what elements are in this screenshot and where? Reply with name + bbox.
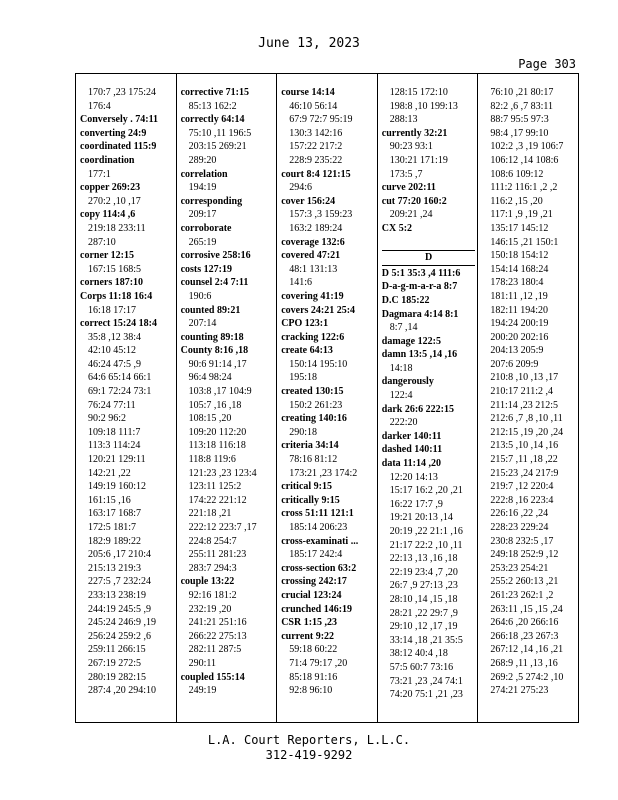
index-term-line: coverage 132:6 — [281, 236, 345, 248]
index-term-line: dashed 140:11 — [381, 444, 443, 456]
index-ref-line: 76:10 ,21 80:17 — [490, 87, 554, 98]
index-ref-line: 8:7 ,14 — [389, 322, 418, 334]
index-ref-line: 109:18 111:7 — [88, 426, 141, 438]
index-ref-line: 266:18 ,23 267:3 — [490, 630, 559, 642]
index-term-line: coordination — [80, 154, 135, 166]
index-ref-line: 19:21 20:13 ,14 — [389, 512, 453, 524]
index-term-line: critically 9:15 — [281, 494, 340, 506]
index-term-line: converting 24:9 — [80, 127, 147, 139]
index-ref-line: 263:11 ,15 ,15 ,24 — [490, 603, 563, 615]
index-ref-line: 113:18 116:18 — [188, 440, 246, 452]
index-term-line: Dagmara 4:14 8:1 — [381, 308, 459, 320]
index-ref-line: 69:1 72:24 73:1 — [88, 386, 152, 398]
index-ref-line: 211:14 ,23 212:5 — [490, 399, 559, 411]
index-ref-line: 283:7 294:3 — [188, 562, 237, 574]
footer — [0, 733, 618, 763]
index-ref-line: 244:19 245:5 ,9 — [88, 603, 152, 615]
index-term-line: covering 41:19 — [281, 290, 344, 302]
index-ref-line: 233:13 238:19 — [88, 589, 147, 601]
index-ref-line: 48:1 131:13 — [289, 263, 338, 275]
index-term-line: current 9:22 — [281, 630, 335, 642]
index-ref-line: 75:10 ,11 196:5 — [188, 127, 252, 139]
index-term-line: court 8:4 121:15 — [281, 168, 351, 180]
index-ref-line: 135:17 145:12 — [490, 222, 549, 234]
index-ref-line: 245:24 246:9 ,19 — [88, 617, 157, 629]
index-term-line: crunched 146:19 — [281, 603, 353, 615]
index-ref-line: 253:23 254:21 — [490, 562, 549, 574]
index-letter-header: D — [382, 250, 476, 266]
index-ref-line: 194:24 200:19 — [490, 318, 549, 330]
index-ref-line: 230:8 232:5 ,17 — [490, 535, 554, 547]
index-term-line: counting 89:18 — [180, 331, 244, 343]
index-ref-line: 185:17 242:4 — [289, 549, 343, 561]
index-ref-line: 182:9 189:22 — [88, 535, 142, 547]
index-term-line: dangerously — [381, 376, 434, 388]
index-ref-line: 261:23 262:1 ,2 — [490, 589, 554, 601]
index-ref-line: 282:11 287:5 — [188, 644, 242, 656]
index-ref-line: 222:20 — [389, 417, 418, 429]
index-ref-line: 294:6 — [289, 182, 312, 194]
index-term-line: creating 140:16 — [281, 413, 347, 425]
index-ref-line: 280:19 282:15 — [88, 671, 147, 683]
index-column-2 — [176, 74, 277, 722]
index-term-line: counsel 2:4 7:11 — [180, 277, 249, 289]
index-term-line: County 8:16 ,18 — [180, 345, 249, 357]
index-term-line: covers 24:21 25:4 — [281, 304, 356, 316]
index-term-line: correlation — [180, 168, 228, 180]
index-term-line: cracking 122:6 — [281, 331, 345, 343]
index-ref-line: 116:2 ,15 ,20 — [490, 195, 543, 207]
index-ref-line: 241:21 251:16 — [188, 617, 247, 629]
index-ref-line: 290:11 — [188, 657, 217, 669]
index-ref-line: 228:9 235:22 — [289, 154, 343, 166]
index-ref-line: 130:3 142:16 — [289, 127, 343, 139]
index-ref-line: 82:2 ,6 ,7 83:11 — [490, 100, 554, 112]
index-ref-line: 255:11 281:23 — [188, 549, 247, 561]
index-term-line: corner 12:15 — [80, 250, 134, 262]
index-ref-line: 92:8 96:10 — [289, 685, 333, 697]
index-ref-line: 149:19 160:12 — [88, 481, 147, 493]
index-ref-line: 42:10 45:12 — [88, 345, 137, 357]
index-ref-line: 219:18 233:11 — [88, 222, 146, 234]
index-ref-line: 190:6 — [188, 290, 212, 302]
index-column-5 — [477, 74, 578, 722]
index-column-1 — [76, 74, 176, 722]
index-term-line: Corps 11:18 16:4 — [80, 290, 153, 302]
index-ref-line: 174:22 221:12 — [188, 494, 247, 506]
index-term-line: correct 15:24 18:4 — [80, 318, 158, 330]
index-ref-line: 198:8 ,10 199:13 — [389, 100, 458, 112]
index-ref-line: 289:20 — [188, 154, 217, 166]
index-ref-line: 173:21 ,23 174:2 — [289, 467, 358, 479]
index-ref-line: 204:13 205:9 — [490, 345, 544, 357]
index-term-line: copy 114:4 ,6 — [80, 209, 136, 221]
index-term-line: correctly 64:14 — [180, 114, 245, 126]
index-columns — [76, 74, 578, 722]
index-term-line: covered 47:21 — [281, 250, 341, 262]
index-term-line: D.C 185:22 — [381, 294, 430, 306]
index-ref-line: 210:8 ,10 ,13 ,17 — [490, 372, 559, 384]
index-ref-line: 195:18 — [289, 372, 317, 384]
index-ref-line: 150:18 154:12 — [490, 250, 549, 262]
index-ref-line: 203:15 269:21 — [188, 141, 247, 153]
index-ref-line: 106:12 ,14 108:6 — [490, 154, 559, 166]
index-ref-line: 150:2 261:23 — [289, 399, 343, 411]
index-ref-line: 111:2 116:1 ,2 ,2 — [490, 182, 558, 194]
index-term-line: criteria 34:14 — [281, 440, 339, 452]
index-ref-line: 71:4 79:17 ,20 — [289, 657, 348, 669]
index-ref-line: 73:21 ,23 ,24 74:1 — [389, 675, 463, 687]
index-term-line: CX 5:2 — [381, 222, 413, 234]
index-ref-line: 154:14 168:24 — [490, 263, 549, 275]
index-ref-line: 157:3 ,3 159:23 — [289, 209, 353, 221]
index-ref-line: 270:2 ,10 ,17 — [88, 195, 141, 207]
index-term-line: course 14:14 — [281, 87, 335, 98]
index-ref-line: 172:5 181:7 — [88, 522, 137, 533]
index-ref-line: 118:8 119:6 — [188, 454, 236, 466]
index-ref-line: 215:7 ,11 ,18 ,22 — [490, 454, 558, 466]
index-term-line: cover 156:24 — [281, 195, 336, 207]
index-ref-line: 12:20 14:13 — [389, 471, 438, 483]
index-ref-line: 224:8 254:7 — [188, 535, 237, 547]
index-term-line: critical 9:15 — [281, 481, 332, 493]
index-ref-line: 249:18 252:9 ,12 — [490, 549, 559, 561]
index-term-line: counted 89:21 — [180, 304, 241, 316]
index-ref-line: 232:19 ,20 — [188, 603, 232, 615]
footer-company: L.A. Court Reporters, L.L.C. — [207, 733, 411, 747]
index-ref-line: 256:24 259:2 ,6 — [88, 630, 152, 642]
index-term-line: damage 122:5 — [381, 335, 441, 347]
index-ref-line: 28:10 ,14 ,15 ,18 — [389, 593, 458, 605]
index-ref-line: 287:10 — [88, 236, 116, 248]
index-ref-line: 16:22 17:7 ,9 — [389, 498, 443, 510]
index-ref-line: 177:1 — [88, 168, 111, 180]
index-ref-line: 14:18 — [389, 362, 413, 374]
index-ref-line: 176:4 — [88, 100, 111, 112]
index-ref-line: 28:21 ,22 29:7 ,9 — [389, 607, 458, 619]
index-column-3 — [276, 74, 377, 722]
index-column-4 — [377, 74, 478, 722]
index-ref-line: 212:6 ,7 ,8 ,10 ,11 — [490, 413, 563, 425]
index-ref-line: 255:2 260:13 ,21 — [490, 576, 559, 588]
index-ref-line: 249:19 — [188, 685, 217, 697]
index-ref-line: 219:7 ,12 220:4 — [490, 481, 554, 493]
index-ref-line: 108:6 109:12 — [490, 168, 544, 180]
index-ref-line: 215:13 219:3 — [88, 562, 142, 574]
index-ref-line: 213:5 ,10 ,14 ,16 — [490, 440, 559, 452]
index-ref-line: 290:18 — [289, 426, 317, 438]
index-ref-line: 200:20 202:16 — [490, 331, 549, 343]
index-term-line: Conversely . 74:11 — [80, 114, 159, 126]
index-ref-line: 85:13 162:2 — [188, 100, 237, 112]
page-number: Page 303 — [518, 57, 576, 71]
index-term-line: currently 32:21 — [381, 127, 448, 139]
index-term-line: cross-examinati ... — [281, 535, 359, 547]
index-ref-line: 46:10 56:14 — [289, 100, 338, 112]
index-ref-line: 74:20 75:1 ,21 ,23 — [389, 689, 463, 701]
index-ref-line: 170:7 ,23 175:24 — [88, 87, 157, 98]
index-term-line: darker 140:11 — [381, 430, 442, 442]
index-term-line: coordinated 115:9 — [80, 141, 157, 153]
index-ref-line: 35:8 ,12 38:4 — [88, 331, 142, 343]
index-ref-line: 161:15 ,16 — [88, 494, 131, 506]
index-ref-line: 268:9 ,11 ,13 ,16 — [490, 657, 558, 669]
index-ref-line: 221:18 ,21 — [188, 508, 232, 520]
footer-phone: 312-419-9292 — [265, 748, 353, 762]
index-ref-line: 157:22 217:2 — [289, 141, 343, 153]
index-term-line: copper 269:23 — [80, 182, 141, 194]
index-ref-line: 212:15 ,19 ,20 ,24 — [490, 426, 564, 438]
index-ref-line: 92:16 181:2 — [188, 589, 237, 601]
index-ref-line: 90:2 96:2 — [88, 413, 127, 425]
index-ref-line: 173:5 ,7 — [389, 168, 423, 180]
index-ref-line: 269:2 ,5 274:2 ,10 — [490, 671, 564, 683]
index-ref-line — [382, 236, 476, 250]
index-ref-line: 222:12 223:7 ,17 — [188, 522, 257, 533]
index-ref-line: 105:7 ,16 ,18 — [188, 399, 242, 411]
index-ref-line: 274:21 275:23 — [490, 685, 549, 697]
index-ref-line: 121:23 ,23 123:4 — [188, 467, 257, 479]
index-ref-line: 267:12 ,14 ,16 ,21 — [490, 644, 564, 656]
index-term-line: dark 26:6 222:15 — [381, 403, 455, 415]
index-term-line: curve 202:11 — [381, 182, 436, 194]
index-ref-line: 264:6 ,20 266:16 — [490, 617, 559, 629]
index-ref-line: 181:11 ,12 ,19 — [490, 290, 548, 302]
index-ref-line: 167:15 168:5 — [88, 263, 142, 275]
index-ref-line: 227:5 ,7 232:24 — [88, 576, 152, 588]
transcript-date: June 13, 2023 — [258, 36, 360, 51]
index-ref-line: 210:17 211:2 ,4 — [490, 386, 554, 398]
index-term-line: cross 51:11 121:1 — [281, 508, 354, 520]
index-ref-line: 141:6 — [289, 277, 312, 289]
index-ref-line: 26:7 ,9 27:13 ,23 — [389, 580, 458, 592]
index-ref-line: 178:23 180:4 — [490, 277, 544, 289]
index-term-line: corrosive 258:16 — [180, 250, 251, 262]
index-ref-line: 150:14 195:10 — [289, 358, 348, 370]
index-term-line: D 5:1 35:3 ,4 111:6 — [381, 267, 461, 279]
index-ref-line: 29:10 ,12 ,17 ,19 — [389, 621, 458, 633]
index-ref-line: 108:15 ,20 — [188, 413, 232, 425]
index-ref-line: 207:14 — [188, 318, 217, 330]
index-ref-line: 123:11 125:2 — [188, 481, 242, 493]
index-ref-line: 90:23 93:1 — [389, 141, 433, 153]
index-term-line: data 11:14 ,20 — [381, 458, 441, 470]
index-term-line: cut 77:20 160:2 — [381, 195, 447, 207]
index-ref-line: 288:13 — [389, 114, 418, 126]
index-ref-line: 259:11 266:15 — [88, 644, 146, 656]
index-term-line: crucial 123:24 — [281, 589, 342, 601]
index-ref-line: 15:17 16:2 ,20 ,21 — [389, 485, 463, 497]
index-ref-line: 67:9 72:7 95:19 — [289, 114, 353, 126]
index-ref-line: 163:2 189:24 — [289, 222, 343, 234]
index-ref-line: 85:18 91:16 — [289, 671, 338, 683]
index-ref-line: 59:18 60:22 — [289, 644, 338, 656]
index-ref-line: 113:3 114:24 — [88, 440, 141, 452]
index-term-line: coupled 155:14 — [180, 671, 245, 683]
index-ref-line: 38:12 40:4 ,18 — [389, 648, 448, 660]
index-term-line: corrective 71:15 — [180, 87, 249, 98]
index-ref-line: 88:7 95:5 97:3 — [490, 114, 549, 126]
index-ref-line: 163:17 168:7 — [88, 508, 142, 520]
index-ref-line: 117:1 ,9 ,19 ,21 — [490, 209, 553, 221]
index-ref-line: 33:14 ,18 ,21 35:5 — [389, 634, 463, 646]
index-ref-line: 120:21 129:11 — [88, 454, 146, 466]
index-ref-line: 78:16 81:12 — [289, 454, 338, 466]
index-ref-line: 146:15 ,21 150:1 — [490, 236, 559, 248]
index-ref-line: 57:5 60:7 73:16 — [389, 661, 454, 673]
index-ref-line: 20:19 ,22 21:1 ,16 — [389, 526, 463, 537]
index-ref-line: 207:6 209:9 — [490, 358, 539, 370]
index-ref-line: 209:21 ,24 — [389, 209, 433, 221]
index-term-line: corresponding — [180, 195, 243, 207]
index-ref-line: 222:8 ,16 223:4 — [490, 494, 554, 506]
index-ref-line: 46:24 47:5 ,9 — [88, 358, 142, 370]
index-ref-line: 98:4 ,17 99:10 — [490, 127, 549, 139]
index-term-line: created 130:15 — [281, 386, 344, 398]
index-ref-line: 267:19 272:5 — [88, 657, 142, 669]
index-ref-line: 21:17 22:2 ,10 ,11 — [389, 539, 463, 551]
index-term-line: D-a-g-m-a-r-a 8:7 — [381, 281, 458, 293]
index-term-line: CSR 1:15 ,23 — [281, 617, 338, 629]
index-ref-line: 185:14 206:23 — [289, 522, 348, 533]
index-term-line: cross-section 63:2 — [281, 562, 357, 574]
index-term-line: crossing 242:17 — [281, 576, 347, 588]
index-ref-line: 287:4 ,20 294:10 — [88, 685, 157, 697]
index-term-line: create 64:13 — [281, 345, 333, 357]
index-ref-line: 209:17 — [188, 209, 217, 221]
index-ref-line: 205:6 ,17 210:4 — [88, 549, 152, 561]
index-ref-line: 22:13 ,13 ,16 ,18 — [389, 553, 458, 565]
index-ref-line: 215:23 ,24 217:9 — [490, 467, 559, 479]
index-ref-line: 16:18 17:17 — [88, 304, 137, 316]
index-ref-line: 122:4 — [389, 390, 413, 402]
index-term-line: damn 13:5 ,14 ,16 — [381, 349, 458, 361]
index-ref-line: 142:21 ,22 — [88, 467, 131, 479]
index-ref-line: 22:19 23:4 ,7 ,20 — [389, 566, 458, 578]
index-term-line: costs 127:19 — [180, 263, 232, 275]
index-ref-line: 128:15 172:10 — [389, 87, 448, 98]
index-ref-line: 90:6 91:14 ,17 — [188, 358, 247, 370]
index-ref-line: 96:4 98:24 — [188, 372, 232, 384]
index-ref-line: 103:8 ,17 104:9 — [188, 386, 252, 398]
index-ref-line: 130:21 171:19 — [389, 154, 448, 166]
index-ref-line: 102:2 ,3 ,19 106:7 — [490, 141, 564, 153]
index-ref-line: 64:6 65:14 66:1 — [88, 372, 152, 384]
index-ref-line: 226:16 ,22 ,24 — [490, 508, 549, 520]
index-ref-line: 266:22 275:13 — [188, 630, 247, 642]
index-ref-line: 265:19 — [188, 236, 217, 248]
index-ref-line: 228:23 229:24 — [490, 522, 549, 533]
index-ref-line: 182:11 194:20 — [490, 304, 549, 316]
index-frame — [75, 73, 579, 723]
index-term-line: corners 187:10 — [80, 277, 144, 289]
index-term-line: corroborate — [180, 222, 232, 234]
index-ref-line: 194:19 — [188, 182, 217, 194]
index-ref-line: 76:24 77:11 — [88, 399, 136, 411]
index-ref-line: 109:20 112:20 — [188, 426, 247, 438]
index-term-line: CPO 123:1 — [281, 318, 329, 330]
index-term-line: couple 13:22 — [180, 576, 235, 588]
